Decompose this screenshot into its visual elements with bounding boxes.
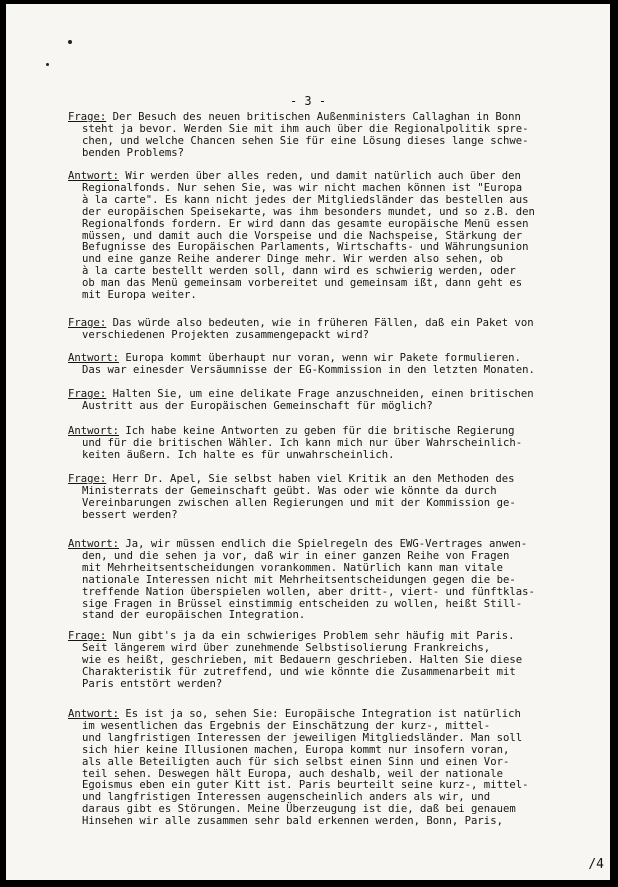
text-line: sich hier keine Illusionen machen, Europa kommt nur insofern voran, (82, 743, 510, 756)
answer-label: Antwort: (68, 425, 120, 437)
text-line: nationale Interessen nicht mit Mehrheitsentscheidungen gegen die be- (82, 573, 516, 586)
text-line: Europa kommt überhaupt nur voran, wenn wir Pakete formulieren. (119, 352, 521, 364)
text-line: Wir werden über alles reden, und damit natürlich auch über den (119, 170, 521, 182)
text-line: den, und die sehen ja vor, daß wir in einer ganzen Reihe von Fragen (82, 549, 510, 562)
text-line: daraus gibt es Störungen. Meine Überzeugung ist die, daß bei genauem (82, 803, 516, 816)
text-line: müssen, und damit auch die Vorspeise und die Nachspeise, Stärkung der (82, 229, 523, 242)
text-line: Der Besuch des neuen britischen Außenministers Callaghan in Bonn (106, 111, 521, 123)
text-line: Ich habe keine Antworten zu geben für die britische Regierung (119, 425, 515, 437)
question-label: Frage: (68, 473, 107, 485)
text-line: mit Mehrheitsentscheidungen vorankommen. Natürlich kann man vitale (82, 561, 503, 574)
text-line: Das war einesder Versäumnisse der EG-Kommission in den letzten Monaten. (82, 363, 535, 376)
question-label: Frage: (68, 630, 107, 642)
qa-block-answer-3 (68, 426, 608, 462)
page-continuation-marker: /4 (588, 857, 604, 872)
answer-label: Antwort: (68, 708, 120, 720)
qa-block-answer-1 (68, 171, 608, 302)
qa-block-answer-5 (68, 709, 608, 828)
text-line: Ministerrats der Gemeinschaft geübt. Was oder wie könnte da durch (82, 484, 497, 497)
text-line: à la carte bestellt werden soll, dann wird es schwierig werden, oder (82, 265, 516, 278)
text-line: stand der europäischen Integration. (82, 609, 306, 622)
qa-block-answer-2 (68, 353, 608, 377)
text-line: als alle Beteiligten auch für sich selbst einen Sinn und einen Vor- (82, 755, 510, 768)
text-line: ob man das Menü gemeinsam vorbereitet und gemeinsam ißt, dann geht es (82, 277, 523, 290)
text-line: Das würde also bedeuten, wie in früheren Fällen, daß ein Paket von (106, 317, 534, 329)
text-line: und für die britischen Wähler. Ich kann mich nur über Wahrscheinlich- (82, 436, 523, 449)
text-line: Nun gibt's ja da ein schwieriges Problem sehr häufig mit Paris. (106, 630, 515, 642)
text-line: sige Fragen in Brüssel einstimmig entscheiden zu wollen, heißt Still- (82, 597, 523, 610)
scan-speck (68, 40, 72, 44)
text-line: Austritt aus der Europäischen Gemeinschaft für möglich? (82, 399, 433, 412)
qa-block-answer-4 (68, 539, 608, 622)
text-line: Regionalfonds. Nur sehen Sie, was wir nicht machen können ist "Europa (82, 181, 523, 194)
text-line: wie es heißt, geschrieben, mit Bedauern geschrieben. Halten Sie diese (82, 653, 523, 666)
text-line: à la carte". Es kann nicht jedes der Mitgliedsländer das bestellen aus (82, 193, 529, 206)
text-line: chen, und welche Chancen sehen Sie für eine Lösung dieses lange schwe- (82, 134, 529, 147)
answer-label: Antwort: (68, 538, 120, 550)
text-line: und eine ganze Reihe anderer Dinge mehr. Wir werden also sehen, ob (82, 253, 503, 266)
text-line: Regionalfonds fordern. Er wird dann das gesamte europäische Menü essen (82, 217, 529, 230)
document-page (6, 4, 610, 880)
text-line: verschiedenen Projekten zusammengepackt wird? (82, 328, 370, 341)
text-line: Herr Dr. Apel, Sie selbst haben viel Kritik an den Methoden des (106, 473, 515, 485)
answer-label: Antwort: (68, 170, 120, 182)
text-line: treffende Nation überspielen wollen, aber dritt-, viert- und fünftklas- (82, 585, 535, 598)
text-line: Befugnisse des Europäischen Parlaments, Wirtschafts- und Währungsunion (82, 241, 529, 254)
page-number: - 3 - (289, 94, 327, 108)
text-line: Halten Sie, um eine delikate Frage anzuschneiden, einen britischen (106, 388, 534, 400)
text-line: im wesentlichen das Ergebnis der Einschätzung der kurz-, mittel- (82, 719, 491, 732)
text-line: teil sehen. Deswegen hält Europa, auch deshalb, weil der nationale (82, 767, 503, 780)
answer-label: Antwort: (68, 352, 120, 364)
qa-block-question-5 (68, 631, 608, 691)
text-line: Ja, wir müssen endlich die Spielregeln des EWG-Vertrages anwen- (119, 538, 528, 550)
text-line: Es ist ja so, sehen Sie: Europäische Integration ist natürlich (119, 708, 521, 720)
text-line: bessert werden? (82, 508, 178, 521)
scan-speck (46, 63, 49, 66)
text-line: der europäischen Speisekarte, was ihm besonders mundet, und so z.B. den (82, 205, 535, 218)
text-line: Hinsehen wir alle zusammen sehr bald erkennen werden, Bonn, Paris, (82, 815, 503, 828)
text-line: steht ja bevor. Werden Sie mit ihm auch über die Regionalpolitik spre- (82, 122, 529, 135)
text-line: Vereinbarungen zwischen allen Regierungen und mit der Kommission ge- (82, 496, 516, 509)
question-label: Frage: (68, 111, 107, 123)
question-label: Frage: (68, 388, 107, 400)
qa-block-question-1 (68, 112, 608, 160)
qa-block-question-4 (68, 474, 608, 522)
text-line: Charakteristik für zutreffend, und wie könnte die Zusammenarbeit mit (82, 665, 516, 678)
text-line: Egoismus eben ein guter Kitt ist. Paris beurteilt seine kurz-, mittel- (82, 779, 529, 792)
text-line: Paris entstört werden? (82, 677, 223, 690)
text-line: benden Problems? (82, 146, 185, 159)
qa-block-question-2 (68, 318, 608, 342)
text-line: keiten äußern. Ich halte es für unwahrscheinlich. (82, 448, 395, 461)
question-label: Frage: (68, 317, 107, 329)
text-line: und langfristigen Interessen augenscheinlich anders als wir, und (82, 791, 491, 804)
qa-block-question-3 (68, 389, 608, 413)
text-line: mit Europa weiter. (82, 289, 197, 302)
text-line: und langfristigen Interessen der jeweiligen Mitgliedsländer. Man soll (82, 731, 523, 744)
text-line: Seit längerem wird über zunehmende Selbstisolierung Frankreichs, (82, 641, 491, 654)
